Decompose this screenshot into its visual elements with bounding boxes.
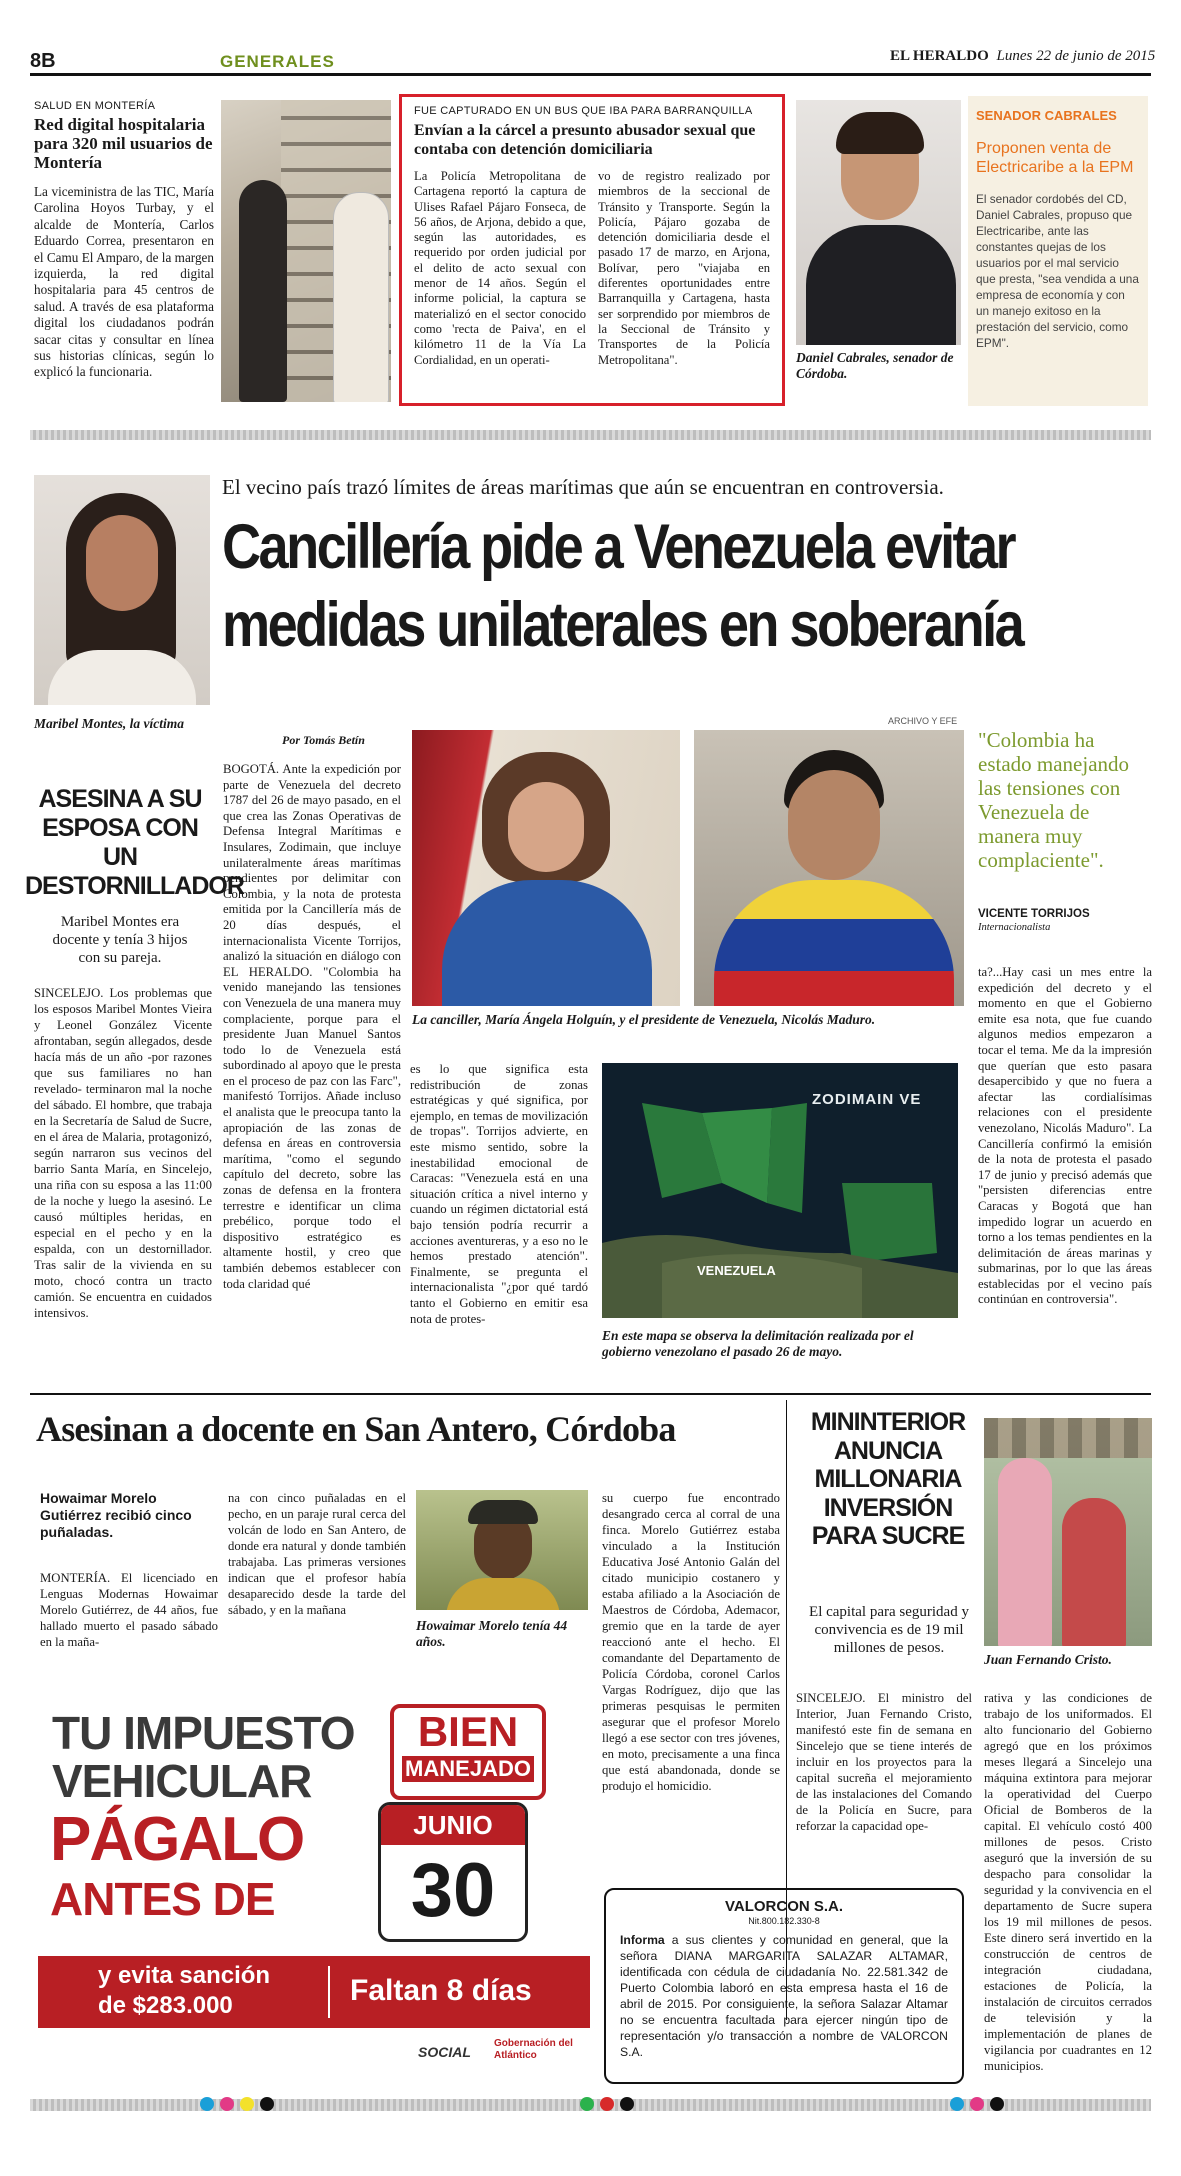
maduro-photo [694, 730, 964, 1006]
reg-dot [950, 2097, 964, 2111]
brief-title: Red digital hospitalaria para 320 mil usuarios de Montería [34, 115, 213, 172]
teacher-caption: Howaimar Morelo tenía 44 años. [416, 1618, 568, 1649]
ad-bar-divider [328, 1966, 330, 2018]
ad-logo-social: SOCIAL [418, 2044, 471, 2060]
byline: Por Tomás Betín [282, 733, 365, 747]
page-number: 8B [30, 50, 56, 72]
main-col-1: BOGOTÁ. Ante la expedición por parte de Venezuela del decreto 1787 del 26 de mayo pasado, en el que crea las Zonas Operativas de Defensa Integral Marítimas e Insulares, Zodimain, que incluye unilateralmente áreas marítimas pendientes por delimitar con Colombia, y la nota de protesta emitida por la Cancillería más de 20 días después, el internacionalista Vicente Torrijos, analizó la situación en diálogo con EL HERALDO. "Colombia ha venido manejando las tensiones con Venezuela de una manera muy complaciente, porque para el presidente Juan Manuel Santos todo lo de Venezuela está subordinado al apoyo que le presta en el proceso de paz con las Farc", manifestó Torrijos. Añade incluso el analista que le preocupa tanto la apropiación de las zonas de defensa en áreas en controversia marítima, "como el segundo capítulo del decreto, sobre las zonas de defensa en la frontera terrestre e identificar un clima prebélico, porque todo el dispositivo estratégico es altamente hostil, y creo que también debemos establecer con toda claridad qué [223, 762, 401, 1291]
brief-col: La Policía Metropolitana de Cartagena reportó la captura de Ulises Rafael Pájaro Fonseca, de 56 años, de Arjona, debido a que, según las autoridades, es requerido por orden judicial por el delito de acto sexual con menor de 14 años. Según el informe policial, la captura se materializó en el sector conocido como 'recta de Paiva', en el kilómetro 11 de la Vía La Cordialidad, en un operati- [414, 169, 586, 367]
cristo-caption: Juan Fernando Cristo. [984, 1652, 1112, 1667]
pull-quote: "Colombia ha estado manejando las tensiones con Venezuela de manera muy complaciente". [978, 728, 1130, 872]
reg-dot [970, 2097, 984, 2111]
photo-credit: ARCHIVO Y EFE [888, 716, 958, 726]
headline-line: medidas unilaterales en soberanía [222, 590, 1023, 660]
paper-name: EL HERALDO [890, 48, 989, 64]
section-rule [30, 1393, 1151, 1395]
shirt-silhouette [48, 650, 196, 705]
quote-role: Internacionalista [978, 922, 1051, 933]
dress-silhouette [442, 880, 652, 1006]
crowd-silhouette [984, 1418, 1152, 1458]
quote-name: VICENTE TORRIJOS [978, 908, 1090, 920]
map-label-venezuela: VENEZUELA [697, 1263, 776, 1278]
headline-line: Cancillería pide a Venezuela evitar [222, 512, 1015, 582]
brief-body: El senador cordobés del CD, Daniel Cabrales, propuso que Electricaribe, ante las constantes quejas de los usuarios por el mal servicio que presta, "sea vendida a una empresa de economía y con un manejo exitoso en la prestación del servicio, como EPM". [976, 192, 1139, 350]
mininterior-headline: MININTERIOR ANUNCIA MILLONARIA INVERSIÓN PARA SUCRE [810, 1408, 966, 1550]
brief-monteria [34, 100, 214, 381]
person-silhouette [1062, 1498, 1126, 1646]
brief-body: La viceministra de las TIC, María Carolina Hoyos Turbay, y el alcalde de Montería, Carlos Eduardo Correa, presentaron en el Camu El Amparo, de la margen izquierda, la red digital hospitalaria para 45 centros de salud. A través de esa plataforma digital los ciudadanos podrán sacar citas y consultar en línea sus historias clínicas, según lo explicó la funcionaria. [34, 184, 214, 380]
shirt-silhouette [446, 1578, 560, 1610]
cristo-photo [984, 1418, 1152, 1646]
ad-line-2: VEHICULAR [52, 1755, 312, 1807]
badge-line-1: BIEN [417, 1708, 519, 1755]
person-silhouette [998, 1458, 1052, 1646]
notice-text: a sus clientes y comunidad en general, que la señora DIANA MARGARITA SALAZAR ALTAMAR, identificada con cédula de ciudadanía No. 22.581.342 de Puerto Colombia laboró en esta empresa hasta el 16 de abril de 2015. Por consiguiente, la señora Salazar Altamar no se encuentra facultada para ejercer ningún tipo de representación y/o transacción a nombre de VALORCON S.A. [620, 1933, 948, 2059]
brief-kicker: SALUD EN MONTERÍA [34, 100, 156, 112]
reg-dot [990, 2097, 1004, 2111]
main-col-2: es lo que significa esta redistribución de zonas estratégicas y qué significa, por ejemplo, en temas de movilización de tropas". Torrijos advierte, en este mismo sentido, sobre la inestabilidad emocional de Caracas: "Venezuela está en una situación crítica a nivel interno y cuando un régimen dictatorial está bajo tensión podría recurrir a acciones aventureras, y a eso no le hemos prestado atención". Finalmente, se pregunta el internacionalista "¿por qué tardó tanto el Gobierno en emitir esa nota de protes- [410, 1062, 588, 1326]
map-caption: En este mapa se observa la delimitación realizada por el gobierno venezolano el pasado 26 de mayo. [602, 1328, 914, 1359]
face-silhouette [508, 782, 584, 872]
face-silhouette [86, 515, 158, 611]
badge-line-2: MANEJADO [402, 1756, 534, 1782]
section-title: GENERALES [220, 52, 335, 71]
main-col-3: ta?...Hay casi un mes entre la expedición del decreto y el momento en que el Gobierno emite esa nota, que fue cuando algunos medios empezaron a tocar el tema. Me da la impresión que querían que esto pasara desapercibido y que no fuera a afectar las cordialísimas relaciones con el presidente venezolano, Nicolás Maduro". La Cancillería confirmó la emisión de la nota de protesta el pasado 17 de junio y precisó además que "persisten diferencias entre Caracas y Bogotá que han impedido lograr un acuerdo en torno a los temas pendientes en la delimitación de áreas marinas y submarinas, por lo que las áreas establecidas por el vecino país continúan en controversia". [978, 965, 1152, 1307]
tax-advertisement[interactable] [38, 1698, 590, 2078]
senator-caption: Daniel Cabrales, senador de Córdoba. [796, 350, 954, 381]
ad-badge [390, 1704, 546, 1800]
registration-marks [580, 2097, 634, 2111]
brief-col: vo de registro realizado por miembros de la seccional de Tránsito y Transporte. Según la Policía, Pájaro gozaba de detención domiciliaria desde el pasado 17 de marzo, en Arjona, Bolívar, pero "viajaba en diferentes oportunidades entre Barranquilla y Cartagena, hasta ser sorprendido por miembros de la Seccional de Tránsito y Transportes de la Policía Metropolitana". [598, 169, 770, 367]
reg-dot [600, 2097, 614, 2111]
mininterior-col-2: rativa y las condiciones de trabajo de los uniformados. El alto funcionario del Gobierno agregó que en los próximos meses llegará a Sincelejo una máquina extintora para mejorar la operatividad del Cuerpo Oficial de Bomberos de la capital. El vehículo costó 400 millones de pesos. Cristo aseguró que la inversión de su despacho para consolidar la seguridad y la convivencia en el departamento de Sucre supera los 19 mil millones de pesos. Este dinero será invertido en la construcción de centros de integración ciudadana, estaciones de Policía, la instalación de circuitos cerrados de televisión y la implementación de planes de vigilancia por cuadrantes en 12 municipios. [984, 1691, 1152, 2073]
ad-bar [38, 1956, 590, 2028]
notice-company: VALORCON S.A. [724, 1898, 844, 1915]
map-label-zodimain: ZODIMAIN VE [812, 1091, 922, 1108]
shirt-silhouette [806, 225, 956, 345]
monteria-photo [221, 100, 391, 402]
teacher-col-1: MONTERÍA. El licenciado en Lenguas Modernas Howaimar Morelo Gutiérrez, de 44 años, fue hallado muerto el pasado sábado en la maña- [40, 1571, 218, 1649]
main-photo-caption: La canciller, María Ángela Holguín, y el presidente de Venezuela, Nicolás Maduro. [412, 1012, 876, 1027]
teacher-col-3: su cuerpo fue encontrado desangrado cerca al corral de una finca. Morelo Gutiérrez estaba vinculado a la Institución Educativa José Antonio Galán del citado municipio costanero y estaba afiliado a la Asociación de Maestros de Córdoba, Ademacor, gremio que en la tarde de ayer reaccionó ante el hecho. El comandante del Departamento de Policía Córdoba, coronel Carlos Vargas Rodríguez, dijo que las primeras pesquisas le permiten asegurar que el profesor Morelo llegó a ese sector con tres jóvenes, en moto, precisamente a una finca que está abandonada, donde se produjo el homicidio. [602, 1491, 780, 1793]
brief-arrest-box [399, 94, 785, 406]
calendar-day: 30 [410, 1848, 496, 1933]
masthead [890, 48, 1155, 65]
teacher-photo [416, 1490, 588, 1610]
reg-dot [260, 2097, 274, 2111]
notice-strong: Informa [620, 1933, 665, 1947]
cap-silhouette [468, 1500, 538, 1524]
main-headline [222, 508, 1022, 664]
main-deck: El vecino país trazó límites de áreas marítimas que aún se encuentran en controversia. [222, 475, 944, 499]
map-zone [842, 1183, 937, 1263]
reg-dot [240, 2097, 254, 2111]
brief-senator [968, 96, 1148, 406]
jacket-silhouette [714, 880, 954, 1006]
side-deck: Maribel Montes era docente y tenía 3 hijos con su pareja. [52, 914, 188, 966]
registration-marks [950, 2097, 1004, 2111]
mininterior-col-1: SINCELEJO. El ministro del Interior, Juan Fernando Cristo, manifestó este fin de semana en Sincelejo que se tiene interés de incluir en los proyectos para la capital sucreña el mejoramiento de las instalaciones del Comando de la Policía en Sucre, para reforzar la capacidad ope- [796, 1691, 972, 1833]
hair-silhouette [836, 112, 924, 154]
brief-kicker: FUE CAPTURADO EN UN BUS QUE IBA PARA BARRANQUILLA [414, 105, 753, 117]
mininterior-deck: El capital para seguridad y convivencia es de 19 mil millones de pesos. [809, 1604, 969, 1656]
valorcon-notice [604, 1888, 964, 2084]
victim-caption: Maribel Montes, la víctima [34, 716, 184, 731]
reg-dot [200, 2097, 214, 2111]
calendar-icon [378, 1802, 528, 1942]
zodimain-map [602, 1063, 958, 1318]
brief-title: Envían a la cárcel a presunto abusador sexual que contaba con detención domiciliaria [414, 122, 756, 158]
reg-dot [580, 2097, 594, 2111]
ad-bar-left-2: de $283.000 [98, 1992, 233, 2019]
ad-line-1: TU IMPUESTO [52, 1707, 355, 1759]
face-silhouette [788, 770, 880, 880]
side-body: SINCELEJO. Los problemas que los esposos Maribel Montes Vieira y Leonel González Vicente afrontaban, según allegados, desde hacía más de un año -por razones que sus familiares no han revelado- terminaron mal la noche del sábado. El hombre, que trabaja en la Secretaría de Salud de Sucre, en el área de Malaria, protagonizó, según narraron sus vecinos del barrio Santa María, en Sincelejo, una riña con su esposa a las 11:00 de la noche y luego la asesinó. Le causó múltiples heridas, en especial en el pecho y en la espalda, con un destornillador. Tras salir de la vivienda en su moto, chocó contra un tracto camión. Se encuentra en cuidados intensivos. [34, 986, 212, 1320]
person-silhouette [239, 180, 287, 402]
victim-photo [34, 475, 210, 705]
teacher-headline: Asesinan a docente en San Antero, Córdoba [36, 1409, 676, 1449]
calendar-month: JUNIO [381, 1805, 525, 1845]
teacher-deck: Howaimar Morelo Gutiérrez recibió cinco puñaladas. [40, 1490, 192, 1540]
teacher-col-2: na con cinco puñaladas en el pecho, en un paraje rural cerca del volcán de lodo en San Antero, de donde era natural y donde también trabajaba. Las primeras versiones indican que el profesor había desaparecido desde la tarde del sábado, y en la mañana [228, 1491, 406, 1617]
brief-kicker: SENADOR CABRALES [976, 108, 1117, 123]
side-headline: ASESINA A SU ESPOSA CON UN DESTORNILLADOR [25, 785, 244, 900]
person-silhouette [333, 192, 389, 402]
ad-line-3: PÁGALO [50, 1805, 304, 1874]
reg-dot [220, 2097, 234, 2111]
ad-bar-right: Faltan 8 días [350, 1974, 532, 2007]
holguin-photo [412, 730, 680, 1006]
notice-nit: Nit.800.182.330-8 [748, 1916, 820, 1926]
notice-body [620, 1932, 948, 2060]
page-date: Lunes 22 de junio de 2015 [996, 48, 1156, 64]
map-zone [767, 1103, 807, 1213]
reg-dot [620, 2097, 634, 2111]
header-rule [30, 73, 1151, 76]
separator-band [30, 430, 1151, 440]
senator-photo [796, 100, 961, 345]
ad-line-4: ANTES DE [50, 1873, 275, 1925]
ad-bar-left-1: y evita sanción [98, 1962, 271, 1989]
registration-marks [200, 2097, 274, 2111]
brief-title: Proponen venta de Electricaribe a la EPM [976, 140, 1134, 176]
ad-logo-gobernacion: Gobernación del Atlántico [494, 2038, 573, 2061]
